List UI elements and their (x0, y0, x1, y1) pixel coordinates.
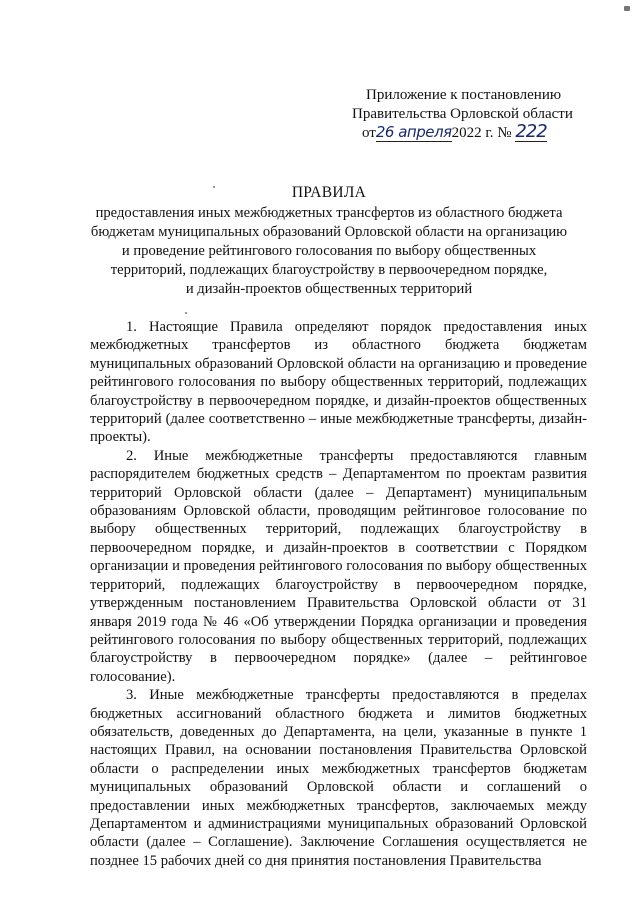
scan-speck (624, 6, 630, 11)
document-body (90, 318, 587, 870)
document-title: ПРАВИЛА (291, 184, 367, 201)
subtitle-line: территорий, подлежащих благоустройству в первоочередном порядке, (110, 262, 548, 278)
document-subtitle (60, 204, 598, 299)
subtitle-line: и дизайн-проектов общественных территорий (185, 281, 473, 297)
scan-speck (213, 186, 215, 188)
appendix-line-2: Правительства Орловской области (352, 106, 573, 122)
appendix-year-number-label: 2022 г. № (451, 125, 512, 141)
paragraph-3: 3. Иные межбюджетные трансферты предоставляются в пределах бюджетных ассигнований областного бюджета и лимитов бюджетных обязательств, доведенных до Департамента, на цели, указанные в пункте 1 настоящих Правил, на основании постановления Правительства Орловской области о распределении иных межбюджетных трансфертов бюджетам муниципальных образований Орловской области и соглашений о предоставлении иных межбюджетных трансфертов, заключаемых между Департаментом и администрациями муниципальных образований Орловской области (далее – Соглашение). Заключение Соглашения осуществляется не позднее 15 рабочих дней со дня принятия постановления Правительства (90, 687, 587, 869)
appendix-header (352, 86, 582, 143)
appendix-line-1: Приложение к постановлению (366, 87, 562, 103)
scan-speck (185, 312, 187, 314)
subtitle-line: предоставления иных межбюджетных трансфертов из областного бюджета (95, 205, 563, 221)
paragraph-2: 2. Иные межбюджетные трансферты предоставляются главным распорядителем бюджетных средств – Департаментом по проектам развития территорий Орловской области (далее – Департамент) муниципальным образованиям Орловской области, проводящим рейтинговое голосование по выбору общественных территорий, подлежащих благоустройству в первоочередном порядке, и дизайн-проектов в соответствии с Порядком организации и проведения рейтингового голосования по выбору общественных территорий, подлежащих благоустройству в первоочередном порядке, утвержденным постановлением Правительства Орловской области от 31 января 2019 года № 46 «Об утверждении Порядка организации и проведения рейтингового голосования по выбору общественных территорий, подлежащих благоустройству в первоочередном порядке» (далее – рейтинговое голосование). (90, 447, 587, 685)
handwritten-date-slot (376, 125, 452, 142)
appendix-line-3 (352, 121, 582, 143)
paragraph-1: 1. Настоящие Правила определяют порядок предоставления иных межбюджетных трансфертов из областного бюджета бюджетам муниципальных образований Орловской области на организацию и проведение рейтингового голосования по выбору общественных территорий, подлежащих благоустройству в первоочередном порядке, и дизайн-проектов общественных территорий (далее соответственно – иные межбюджетные трансферты, дизайн-проекты). (90, 319, 587, 446)
handwritten-number: 222 (515, 121, 547, 142)
appendix-date-prefix: от (362, 125, 376, 141)
subtitle-line: бюджетам муниципальных образований Орловской области на организацию (90, 224, 568, 240)
handwritten-number-slot (515, 121, 547, 142)
handwritten-date: 26 апреля (375, 123, 452, 141)
subtitle-line: и проведение рейтингового голосования по выбору общественных (121, 243, 537, 259)
